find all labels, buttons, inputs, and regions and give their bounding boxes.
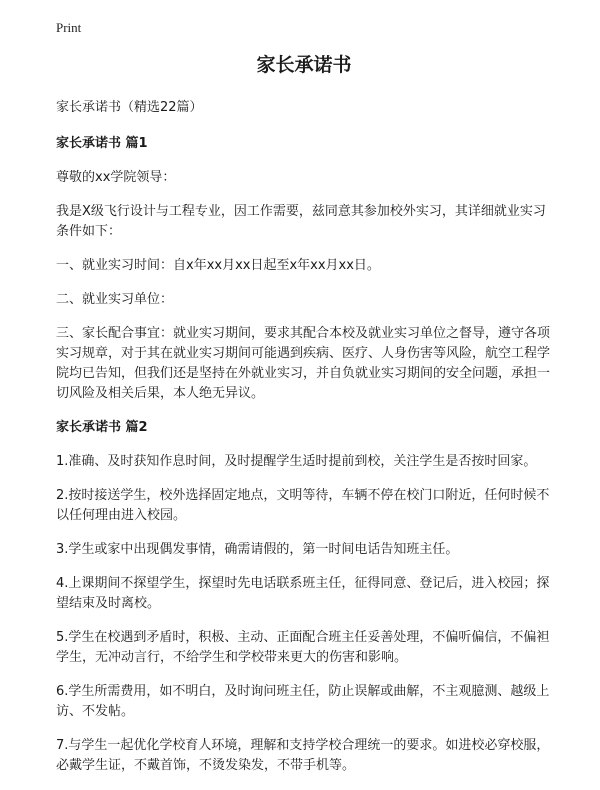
paragraph: 尊敬的xx学院领导： bbox=[56, 170, 176, 185]
paragraph: 6.学生所需费用，如不明白，及时询问班主任，防止误解或曲解，不主观臆测、越级上访、不发帖。 bbox=[56, 684, 550, 719]
paragraph: 5.学生在校遇到矛盾时，积极、主动、正面配合班主任妥善处理，不偏听偏信，不偏袒学生，无冲动言行，不给学生和学校带来更大的伤害和影响。 bbox=[56, 630, 550, 665]
section-heading: 家长承诺书 篇2 bbox=[56, 420, 148, 435]
document-page bbox=[56, 52, 552, 790]
paragraph: 我是X级飞行设计与工程专业，因工作需要，兹同意其参加校外实习，其详细就业实习条件如下： bbox=[56, 204, 546, 239]
paragraph: 1.准确、及时获知作息时间，及时提醒学生适时提前到校，关注学生是否按时回家。 bbox=[56, 454, 537, 469]
print-link[interactable]: Print bbox=[56, 20, 82, 35]
section-heading: 家长承诺书 篇1 bbox=[56, 136, 148, 151]
paragraph: 7.与学生一起优化学校育人环境，理解和支持学校合理统一的要求。如进校必穿校服，必戴学生证，不戴首饰，不烫发染发，不带手机等。 bbox=[56, 738, 550, 773]
paragraph: 2.按时接送学生，校外选择固定地点，文明等待，车辆不停在校门口附近，任何时候不以任何理由进入校园。 bbox=[56, 488, 550, 523]
paragraph: 二、就业实习单位： bbox=[56, 292, 174, 307]
document-subtitle: 家长承诺书（精选22篇） bbox=[56, 100, 203, 115]
paragraph: 三、家长配合事宜：就业实习期间，要求其配合本校及就业实习单位之督导，遵守各项实习规章，对于其在就业实习期间可能遇到疾病、医疗、人身伤害等风险，航空工程学院均已告知，但我们还是坚持在外就业实习，并自负就业实习期间的安全问题，承担一切风险及相关后果，本人绝无异议。 bbox=[56, 326, 551, 401]
section-1 bbox=[56, 134, 552, 404]
paragraph: 3.学生或家中出现偶发事情，确需请假的，第一时间电话告知班主任。 bbox=[56, 542, 459, 557]
paragraph: 4.上课期间不探望学生，探望时先电话联系班主任，征得同意、登记后，进入校园；探望结束及时离校。 bbox=[56, 576, 550, 611]
document-title: 家长承诺书 bbox=[256, 54, 352, 76]
section-2 bbox=[56, 418, 552, 776]
paragraph: 一、就业实习时间：自x年xx月xx日起至x年xx月xx日。 bbox=[56, 258, 380, 273]
